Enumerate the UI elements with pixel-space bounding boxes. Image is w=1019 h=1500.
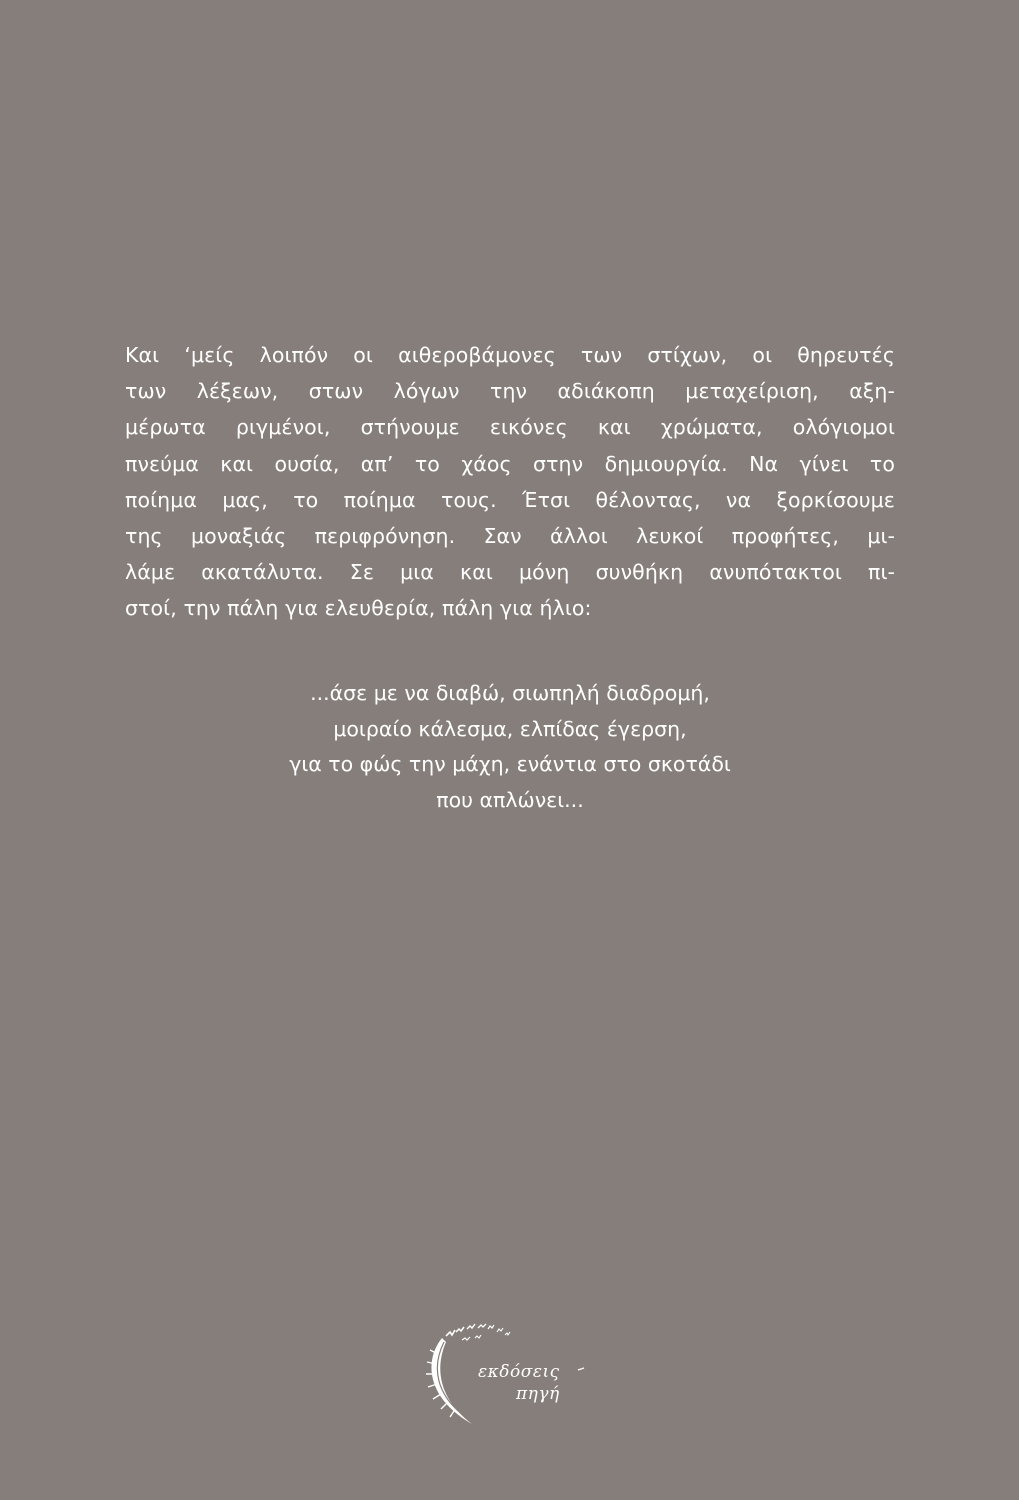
publisher-name-line2: πηγή [516, 1384, 560, 1404]
prose-line: της μοναξιάς περιφρόνηση. Σαν άλλοι λευκοί προφήτες, μι- [125, 523, 895, 548]
publisher-name-line1: εκδόσεις [478, 1362, 560, 1382]
verse-excerpt [125, 676, 895, 818]
verse-line: για το φώς την μάχη, ενάντια στο σκοτάδι [289, 752, 731, 776]
prose-line: μέρωτα ριγμένοι, στήνουμε εικόνες και χρώματα, ολόγιομοι [125, 415, 895, 440]
prose-line: πνεύμα και ουσία, απ’ το χάος στην δημιουργία. Να γίνει το [125, 451, 895, 476]
verse-line: που απλώνει... [436, 787, 584, 812]
prose-line: Και ‘μείς λοιπόν οι αιθεροβάμονες των στίχων, οι θηρευτές [125, 343, 895, 367]
prose-line: λάμε ακατάλυτα. Σε μια και μόνη συνθήκη ανυπότακτοι πι- [125, 560, 895, 585]
prose-line: ποίημα μας, το ποίημα τους. Έτσι θέλοντας, να ξορκίσουμε [125, 487, 895, 512]
publisher-logo [420, 1320, 610, 1430]
prose-paragraph [125, 337, 895, 627]
prose-line: στοί, την πάλη για ελευθερία, πάλη για ήλιο: [125, 596, 592, 621]
verse-line: μοιραίο κάλεσμα, ελπίδας έγερση, [333, 716, 687, 741]
prose-line: των λέξεων, στων λόγων την αδιάκοπη μεταχείριση, αξη- [125, 379, 895, 404]
verse-line: ...άσε με να διαβώ, σιωπηλή διαδρομή, [310, 681, 710, 705]
